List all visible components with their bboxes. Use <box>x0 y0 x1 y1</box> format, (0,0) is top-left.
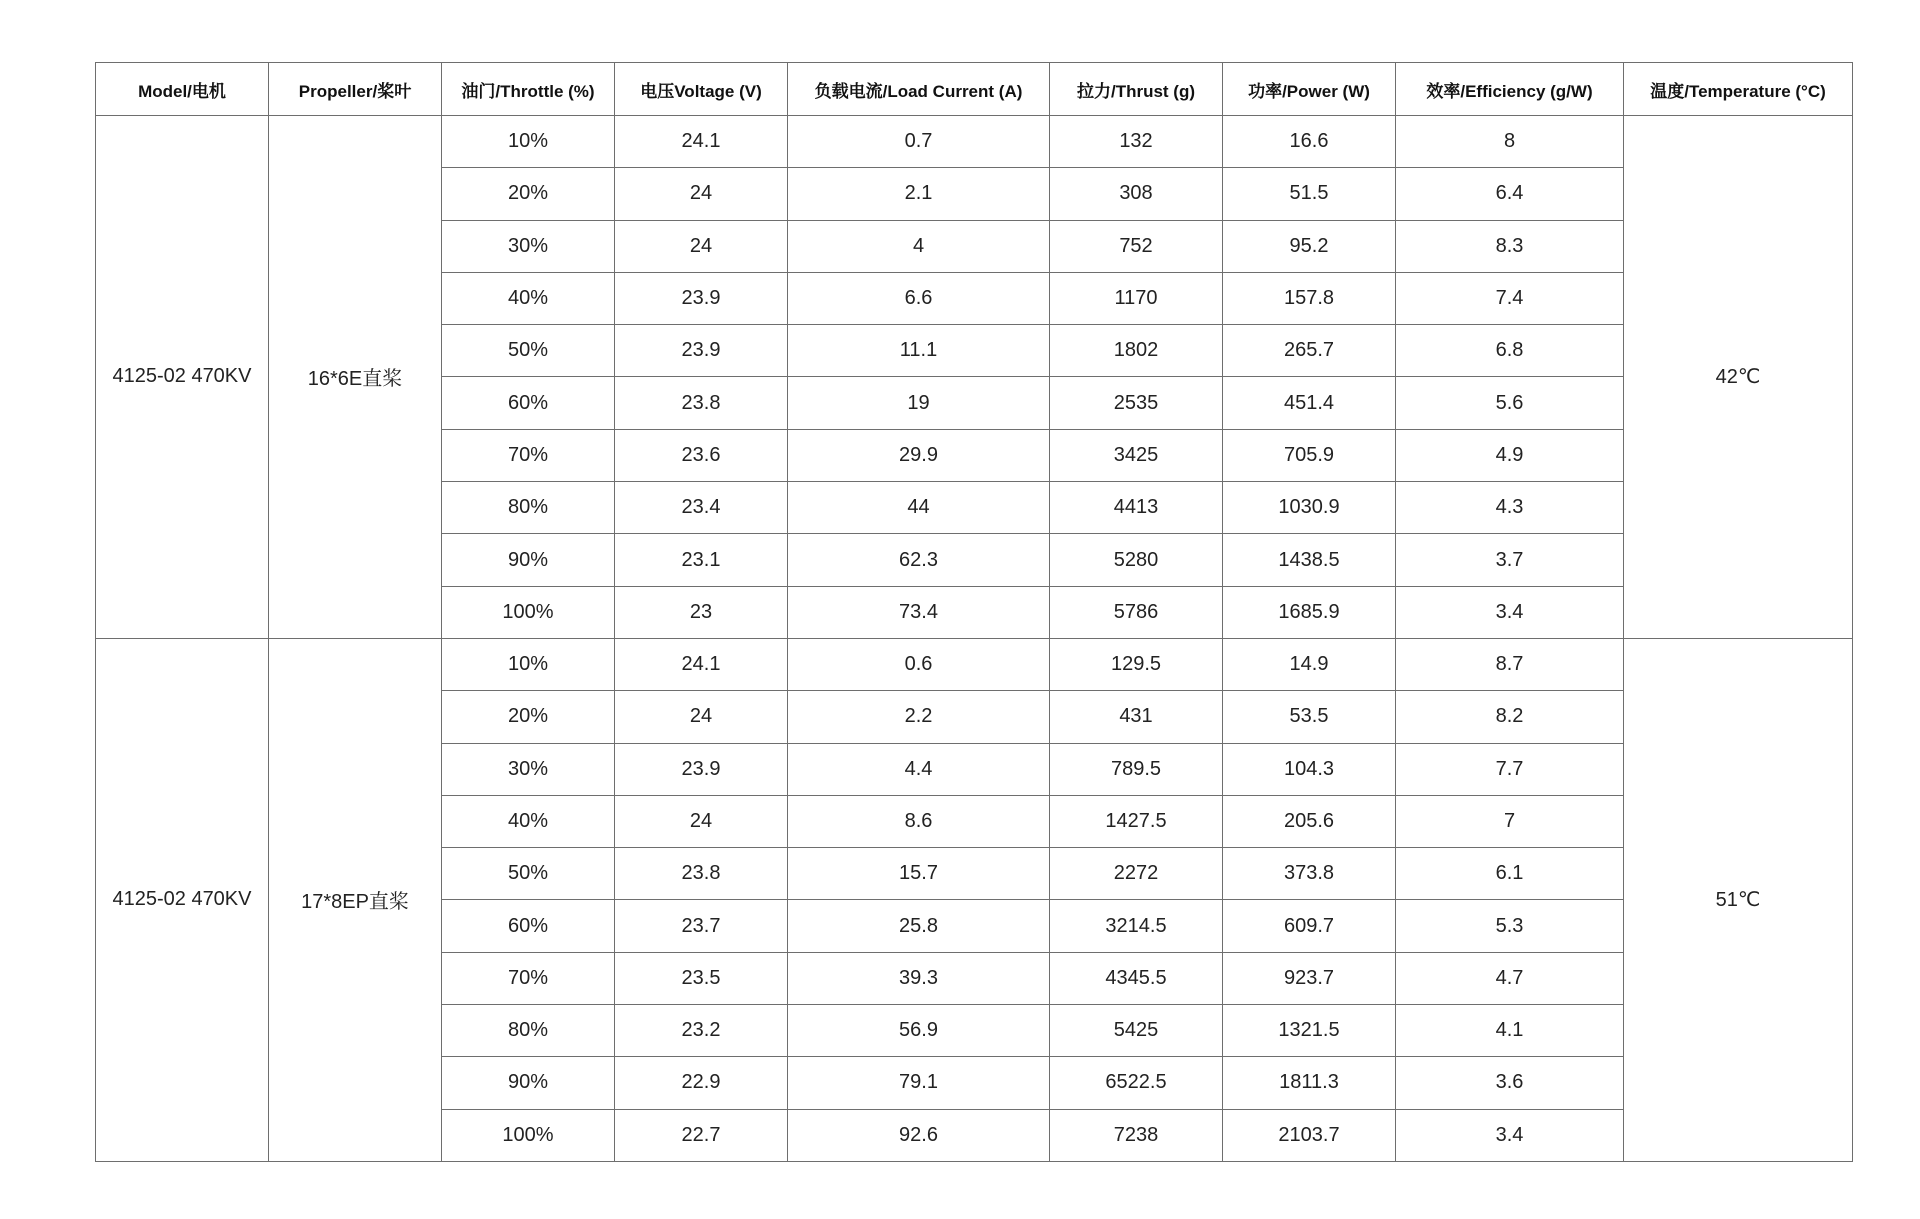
cell-efficiency: 5.3 <box>1396 900 1624 952</box>
cell-throttle: 20% <box>442 691 615 743</box>
cell-power: 1438.5 <box>1223 534 1396 586</box>
cell-load-current: 79.1 <box>788 1057 1050 1109</box>
cell-throttle: 100% <box>442 1109 615 1161</box>
cell-throttle: 60% <box>442 377 615 429</box>
cell-load-current: 4.4 <box>788 743 1050 795</box>
cell-throttle: 30% <box>442 743 615 795</box>
cell-voltage: 24 <box>615 795 788 847</box>
cell-voltage: 23.6 <box>615 429 788 481</box>
table-body <box>96 116 1853 1162</box>
cell-voltage: 22.9 <box>615 1057 788 1109</box>
cell-voltage: 23 <box>615 586 788 638</box>
cell-thrust: 7238 <box>1050 1109 1223 1161</box>
cell-throttle: 90% <box>442 1057 615 1109</box>
cell-load-current: 11.1 <box>788 325 1050 377</box>
cell-power: 53.5 <box>1223 691 1396 743</box>
cell-efficiency: 8.2 <box>1396 691 1624 743</box>
cell-thrust: 6522.5 <box>1050 1057 1223 1109</box>
cell-throttle: 40% <box>442 795 615 847</box>
cell-load-current: 29.9 <box>788 429 1050 481</box>
cell-throttle: 30% <box>442 220 615 272</box>
cell-thrust: 752 <box>1050 220 1223 272</box>
header-row <box>96 63 1853 116</box>
cell-thrust: 5425 <box>1050 1005 1223 1057</box>
cell-power: 16.6 <box>1223 116 1396 168</box>
cell-thrust: 789.5 <box>1050 743 1223 795</box>
cell-load-current: 92.6 <box>788 1109 1050 1161</box>
cell-power: 1030.9 <box>1223 482 1396 534</box>
cell-load-current: 56.9 <box>788 1005 1050 1057</box>
cell-voltage: 24 <box>615 220 788 272</box>
cell-power: 104.3 <box>1223 743 1396 795</box>
cell-efficiency: 4.1 <box>1396 1005 1624 1057</box>
cell-thrust: 4345.5 <box>1050 952 1223 1004</box>
cell-load-current: 2.2 <box>788 691 1050 743</box>
cell-throttle: 80% <box>442 1005 615 1057</box>
cell-load-current: 73.4 <box>788 586 1050 638</box>
cell-load-current: 44 <box>788 482 1050 534</box>
cell-power: 205.6 <box>1223 795 1396 847</box>
cell-voltage: 24.1 <box>615 116 788 168</box>
cell-efficiency: 8.7 <box>1396 638 1624 690</box>
cell-voltage: 23.9 <box>615 325 788 377</box>
cell-thrust: 5786 <box>1050 586 1223 638</box>
cell-efficiency: 6.1 <box>1396 848 1624 900</box>
cell-efficiency: 6.8 <box>1396 325 1624 377</box>
cell-thrust: 2272 <box>1050 848 1223 900</box>
cell-voltage: 23.5 <box>615 952 788 1004</box>
table-row <box>96 116 1853 168</box>
header-power: 功率/Power (W) <box>1223 63 1396 116</box>
cell-efficiency: 7 <box>1396 795 1624 847</box>
cell-voltage: 24.1 <box>615 638 788 690</box>
cell-model: 4125-02 470KV <box>96 638 269 1161</box>
header-propeller: Propeller/桨叶 <box>269 63 442 116</box>
cell-voltage: 23.8 <box>615 377 788 429</box>
cell-power: 1685.9 <box>1223 586 1396 638</box>
cell-power: 1811.3 <box>1223 1057 1396 1109</box>
cell-load-current: 15.7 <box>788 848 1050 900</box>
cell-power: 2103.7 <box>1223 1109 1396 1161</box>
cell-efficiency: 3.4 <box>1396 1109 1624 1161</box>
cell-propeller: 16*6E直桨 <box>269 116 442 639</box>
cell-power: 373.8 <box>1223 848 1396 900</box>
cell-throttle: 10% <box>442 116 615 168</box>
cell-thrust: 2535 <box>1050 377 1223 429</box>
cell-power: 705.9 <box>1223 429 1396 481</box>
cell-voltage: 23.9 <box>615 272 788 324</box>
cell-efficiency: 7.4 <box>1396 272 1624 324</box>
cell-voltage: 24 <box>615 168 788 220</box>
header-model: Model/电机 <box>96 63 269 116</box>
cell-thrust: 5280 <box>1050 534 1223 586</box>
cell-efficiency: 8.3 <box>1396 220 1624 272</box>
cell-voltage: 23.7 <box>615 900 788 952</box>
cell-throttle: 10% <box>442 638 615 690</box>
cell-efficiency: 4.7 <box>1396 952 1624 1004</box>
cell-voltage: 23.4 <box>615 482 788 534</box>
cell-temperature: 42℃ <box>1624 116 1853 639</box>
cell-throttle: 90% <box>442 534 615 586</box>
cell-power: 451.4 <box>1223 377 1396 429</box>
cell-efficiency: 7.7 <box>1396 743 1624 795</box>
header-throttle: 油门/Throttle (%) <box>442 63 615 116</box>
cell-efficiency: 6.4 <box>1396 168 1624 220</box>
cell-throttle: 20% <box>442 168 615 220</box>
cell-power: 95.2 <box>1223 220 1396 272</box>
cell-voltage: 23.2 <box>615 1005 788 1057</box>
cell-load-current: 6.6 <box>788 272 1050 324</box>
cell-thrust: 1427.5 <box>1050 795 1223 847</box>
cell-load-current: 19 <box>788 377 1050 429</box>
cell-thrust: 308 <box>1050 168 1223 220</box>
cell-thrust: 1802 <box>1050 325 1223 377</box>
cell-throttle: 70% <box>442 429 615 481</box>
cell-thrust: 1170 <box>1050 272 1223 324</box>
table-header <box>96 63 1853 116</box>
cell-throttle: 50% <box>442 325 615 377</box>
cell-throttle: 50% <box>442 848 615 900</box>
cell-power: 609.7 <box>1223 900 1396 952</box>
cell-throttle: 70% <box>442 952 615 1004</box>
cell-load-current: 4 <box>788 220 1050 272</box>
cell-load-current: 8.6 <box>788 795 1050 847</box>
cell-power: 265.7 <box>1223 325 1396 377</box>
cell-voltage: 23.8 <box>615 848 788 900</box>
cell-thrust: 3214.5 <box>1050 900 1223 952</box>
cell-efficiency: 5.6 <box>1396 377 1624 429</box>
cell-power: 157.8 <box>1223 272 1396 324</box>
cell-model: 4125-02 470KV <box>96 116 269 639</box>
cell-throttle: 60% <box>442 900 615 952</box>
cell-voltage: 22.7 <box>615 1109 788 1161</box>
cell-efficiency: 4.9 <box>1396 429 1624 481</box>
cell-propeller: 17*8EP直桨 <box>269 638 442 1161</box>
cell-power: 1321.5 <box>1223 1005 1396 1057</box>
cell-throttle: 80% <box>442 482 615 534</box>
cell-thrust: 129.5 <box>1050 638 1223 690</box>
cell-thrust: 4413 <box>1050 482 1223 534</box>
cell-voltage: 23.1 <box>615 534 788 586</box>
header-voltage: 电压Voltage (V) <box>615 63 788 116</box>
cell-throttle: 40% <box>442 272 615 324</box>
header-thrust: 拉力/Thrust (g) <box>1050 63 1223 116</box>
cell-voltage: 23.9 <box>615 743 788 795</box>
cell-thrust: 431 <box>1050 691 1223 743</box>
cell-temperature: 51℃ <box>1624 638 1853 1161</box>
header-temperature: 温度/Temperature (°C) <box>1624 63 1853 116</box>
header-efficiency: 效率/Efficiency (g/W) <box>1396 63 1624 116</box>
cell-power: 14.9 <box>1223 638 1396 690</box>
cell-voltage: 24 <box>615 691 788 743</box>
cell-thrust: 132 <box>1050 116 1223 168</box>
cell-efficiency: 3.6 <box>1396 1057 1624 1109</box>
motor-test-table <box>95 62 1853 1162</box>
cell-load-current: 0.6 <box>788 638 1050 690</box>
cell-power: 923.7 <box>1223 952 1396 1004</box>
cell-efficiency: 3.7 <box>1396 534 1624 586</box>
cell-load-current: 2.1 <box>788 168 1050 220</box>
cell-efficiency: 4.3 <box>1396 482 1624 534</box>
cell-load-current: 0.7 <box>788 116 1050 168</box>
cell-throttle: 100% <box>442 586 615 638</box>
cell-efficiency: 3.4 <box>1396 586 1624 638</box>
cell-load-current: 62.3 <box>788 534 1050 586</box>
cell-power: 51.5 <box>1223 168 1396 220</box>
cell-efficiency: 8 <box>1396 116 1624 168</box>
table-row <box>96 638 1853 690</box>
header-load-current: 负载电流/Load Current (A) <box>788 63 1050 116</box>
cell-load-current: 39.3 <box>788 952 1050 1004</box>
cell-thrust: 3425 <box>1050 429 1223 481</box>
cell-load-current: 25.8 <box>788 900 1050 952</box>
